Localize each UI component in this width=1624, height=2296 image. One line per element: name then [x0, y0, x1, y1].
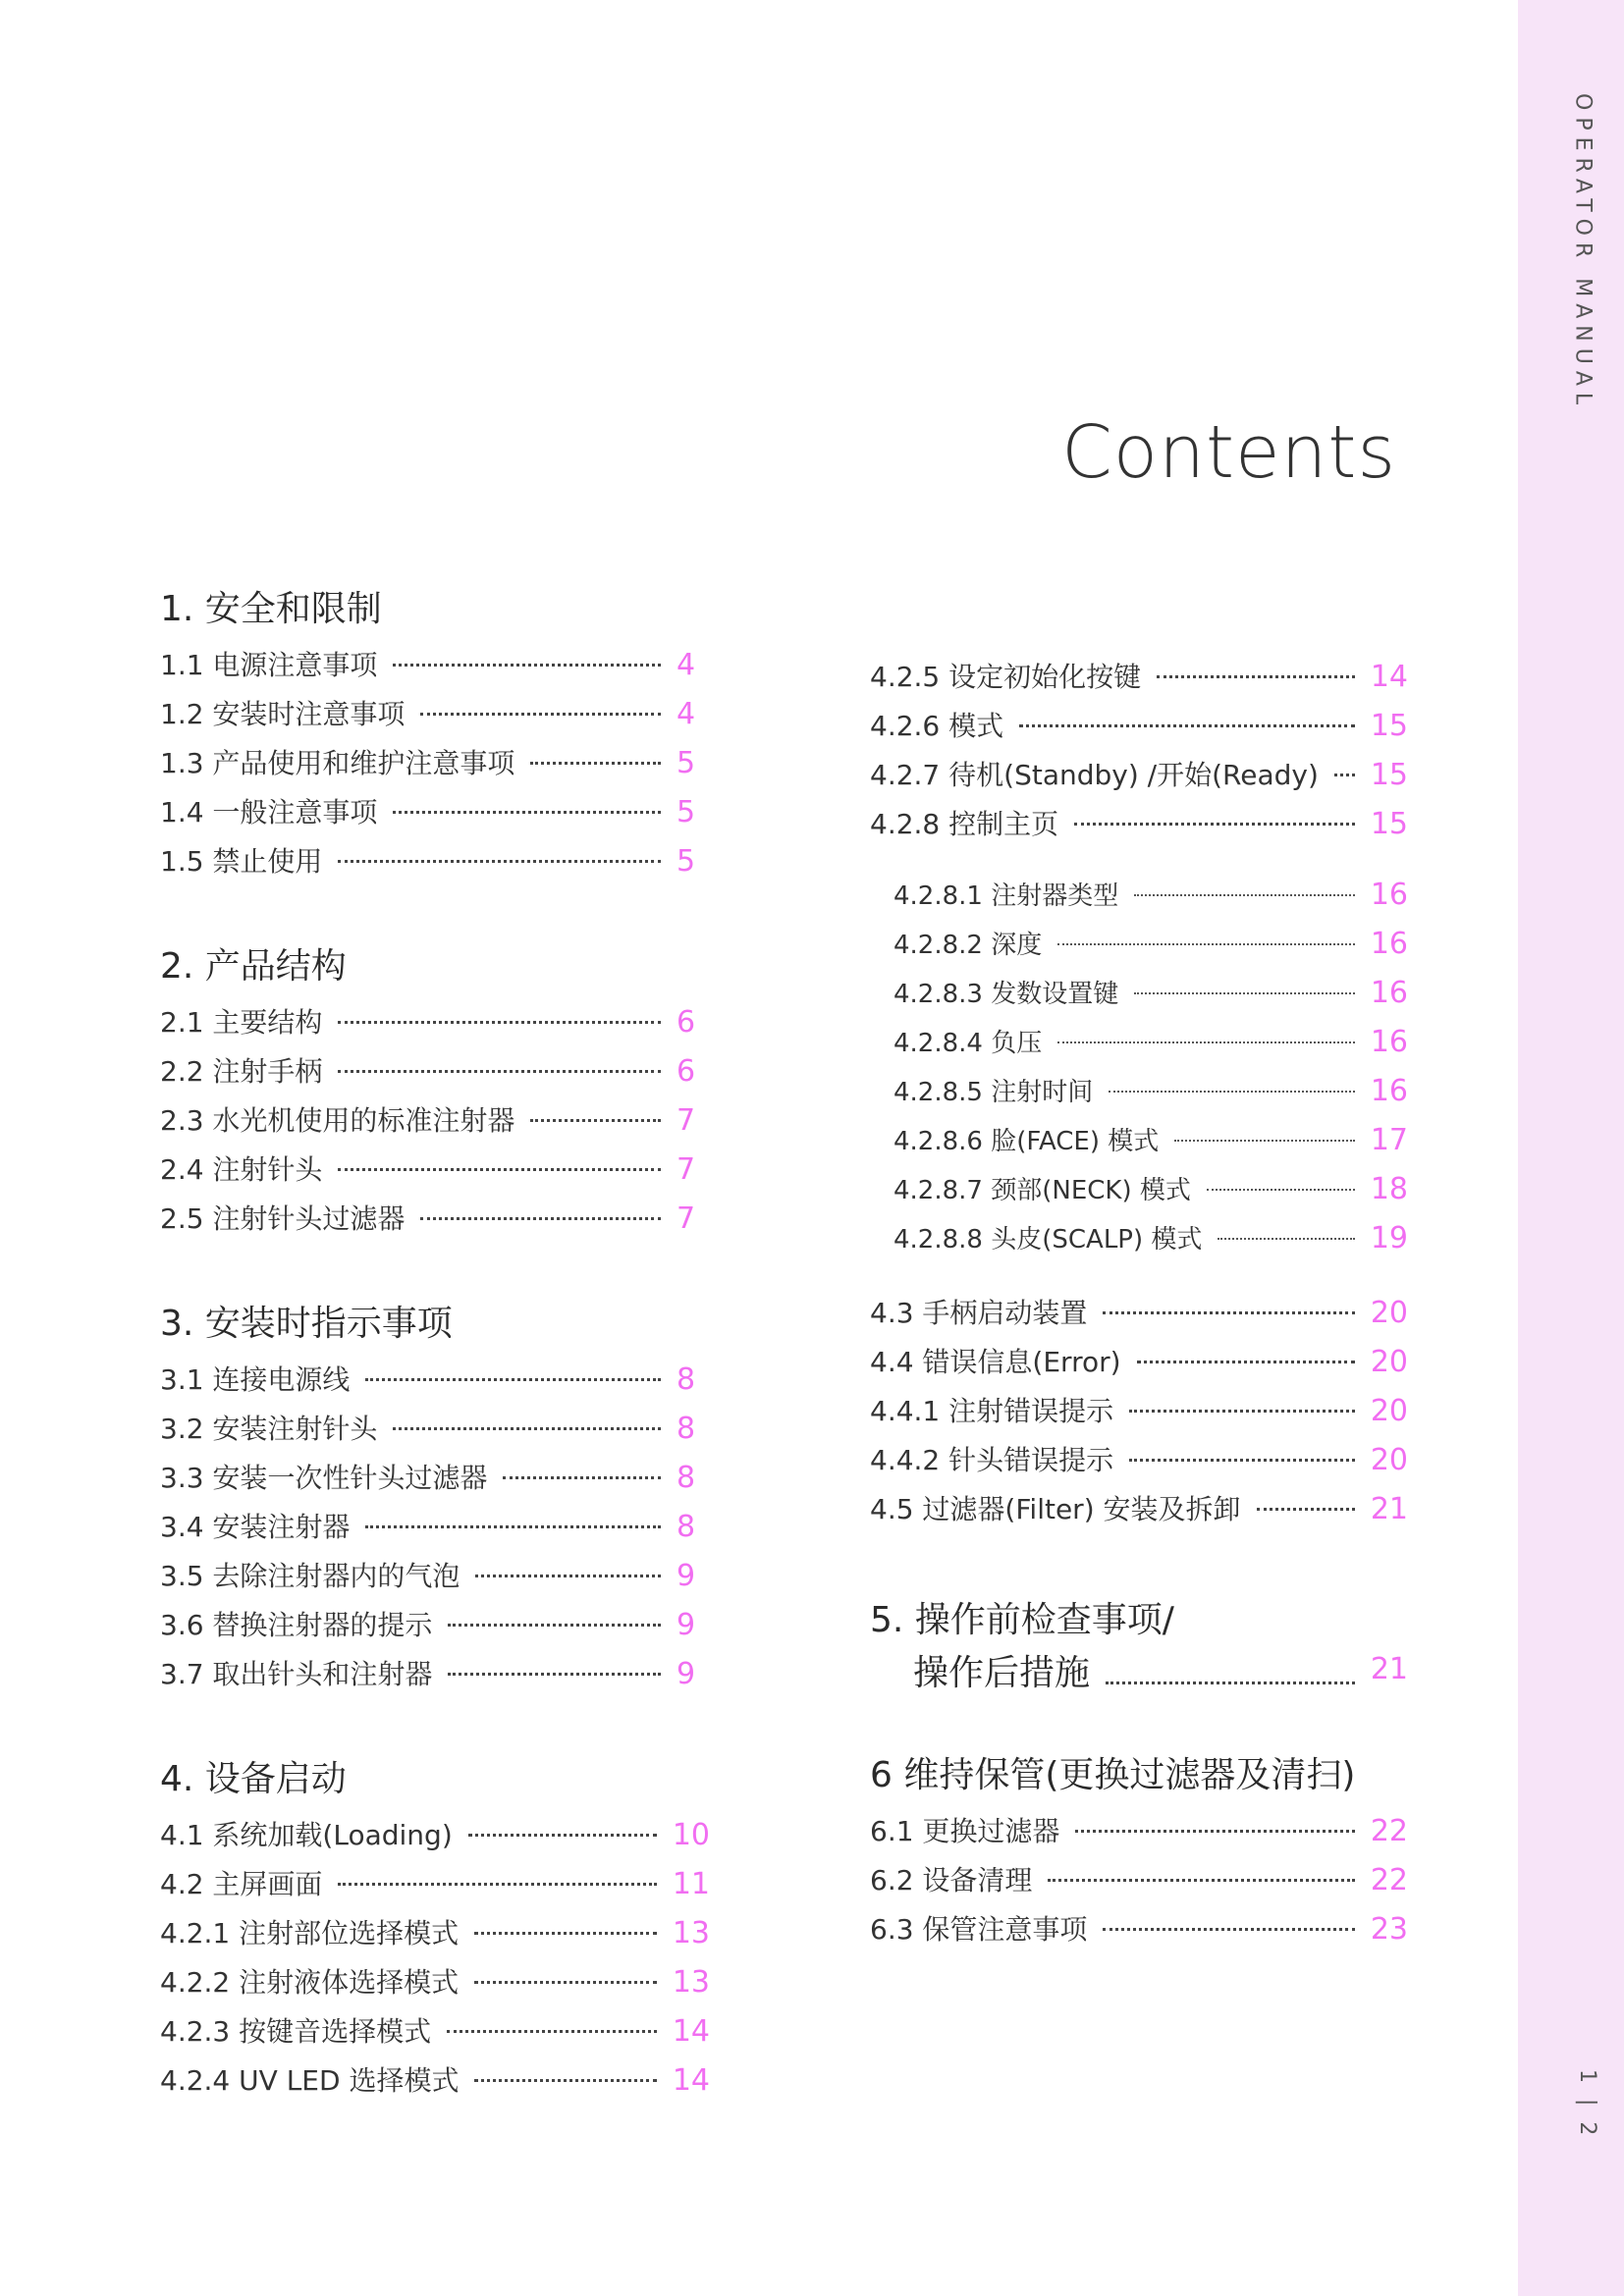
entry-label: 4.2.8.6 脸(FACE) 模式	[893, 1127, 1160, 1156]
entry-label: 3.6 替换注射器的提示	[160, 1609, 433, 1641]
entry-label: 4.5 过滤器(Filter) 安装及拆卸	[870, 1493, 1241, 1525]
entry-label: 4.3 手柄启动装置	[870, 1297, 1088, 1329]
toc-entry[interactable]	[160, 1099, 710, 1148]
entry-page: 16	[1370, 1025, 1408, 1059]
leader-dots	[1137, 1361, 1355, 1363]
leader-dots	[1057, 943, 1355, 945]
toc-entry[interactable]	[160, 1653, 710, 1702]
leader-dots	[1075, 1830, 1354, 1833]
entry-page: 21	[1370, 1652, 1408, 1686]
leader-dots	[1129, 1410, 1355, 1413]
leader-dots	[1174, 1140, 1355, 1142]
page-number	[1575, 2069, 1599, 2135]
leader-dots	[338, 1883, 656, 1886]
entry-label: 4.2.1 注射部位选择模式	[160, 1917, 460, 1949]
toc-entry[interactable]	[870, 705, 1408, 754]
toc-entry[interactable]	[160, 2059, 710, 2109]
toc-entry[interactable]	[870, 1341, 1408, 1390]
leader-dots	[393, 811, 661, 814]
entry-label: 6.2 设备清理	[870, 1864, 1033, 1896]
toc-entry[interactable]	[160, 742, 710, 791]
entry-page: 20	[1370, 1394, 1408, 1428]
entry-label: 1.4 一般注意事项	[160, 796, 378, 828]
leader-dots	[1257, 1508, 1355, 1511]
toc-entry[interactable]	[160, 1148, 710, 1198]
entry-label: 1.2 安装时注意事项	[160, 698, 406, 730]
toc-entry[interactable]	[160, 1555, 710, 1604]
toc-section-4-3-to-4-5	[870, 1292, 1408, 1537]
entry-page: 8	[677, 1362, 696, 1397]
toc-section-4-continued	[870, 656, 1408, 852]
leader-dots	[503, 1476, 661, 1479]
leader-dots	[1207, 1189, 1355, 1191]
leader-dots	[338, 860, 661, 863]
entry-page: 14	[1370, 660, 1408, 694]
entry-label: 4.2.8.2 深度	[893, 931, 1043, 960]
toc-entry[interactable]	[870, 1810, 1408, 1859]
toc-entry[interactable]	[870, 1908, 1408, 1957]
entry-label: 4.2.8.4 负压	[893, 1029, 1043, 1058]
entry-page: 19	[1370, 1221, 1408, 1255]
entry-label: 3.3 安装一次性针头过滤器	[160, 1462, 488, 1494]
leader-dots	[420, 713, 661, 716]
entry-page: 21	[1370, 1492, 1408, 1526]
entry-page: 15	[1370, 709, 1408, 743]
entry-label: 4.2.2 注射液体选择模式	[160, 1966, 460, 1999]
toc-section-2	[160, 944, 710, 1247]
toc-entry[interactable]	[160, 1506, 710, 1555]
entry-page: 7	[677, 1103, 696, 1138]
entry-page: 9	[677, 1608, 696, 1642]
leader-dots	[1134, 894, 1355, 896]
leader-dots	[338, 1021, 661, 1024]
entry-label: 4.2.8 控制主页	[870, 808, 1059, 840]
toc-entry[interactable]	[893, 1023, 1408, 1072]
leader-dots	[1109, 1091, 1355, 1093]
entry-page: 20	[1370, 1296, 1408, 1330]
page-separator: |	[1575, 2099, 1599, 2107]
toc-entry[interactable]	[870, 1390, 1408, 1439]
entry-label: 4.2.8.8 头皮(SCALP) 模式	[893, 1225, 1203, 1255]
entry-page: 5	[677, 795, 696, 829]
toc-subsection-4-2-8	[870, 876, 1408, 1268]
toc-section-3	[160, 1302, 710, 1702]
entry-page: 16	[1370, 1074, 1408, 1108]
manual-title: OPERATOR MANUAL	[1570, 93, 1596, 412]
toc-entry[interactable]	[160, 840, 710, 889]
entry-label: 4.2.4 UV LED 选择模式	[160, 2064, 460, 2097]
leader-dots	[468, 1834, 657, 1837]
entry-page: 7	[677, 1201, 696, 1236]
entry-page: 22	[1370, 1814, 1408, 1848]
section-heading: 1. 安全和限制	[160, 589, 382, 629]
section-heading: 4. 设备启动	[160, 1759, 347, 1799]
toc-entry[interactable]	[893, 1072, 1408, 1121]
entry-label: 1.5 禁止使用	[160, 845, 323, 878]
toc-entry[interactable]	[160, 2010, 710, 2059]
toc-entry[interactable]	[893, 1170, 1408, 1219]
leader-dots	[474, 1932, 657, 1935]
entry-label: 4.2.5 设定初始化按键	[870, 661, 1142, 693]
leader-dots	[1057, 1041, 1355, 1043]
entry-label: 6.3 保管注意事项	[870, 1913, 1088, 1946]
toc-right-column	[870, 656, 1408, 2012]
entry-page: 18	[1370, 1172, 1408, 1206]
entry-page: 8	[677, 1461, 696, 1495]
toc-entry[interactable]	[870, 656, 1408, 705]
leader-dots	[1074, 823, 1355, 826]
leader-dots	[474, 1981, 657, 1984]
leader-dots	[1218, 1238, 1354, 1240]
entry-page: 23	[1370, 1912, 1408, 1947]
leader-dots	[1157, 675, 1355, 678]
page-right: 2	[1575, 2121, 1599, 2136]
entry-page: 16	[1370, 927, 1408, 961]
leader-dots	[1103, 1928, 1354, 1931]
entry-label: 1.3 产品使用和维护注意事项	[160, 747, 515, 779]
leader-dots	[474, 2079, 656, 2082]
leader-dots	[1106, 1682, 1355, 1684]
leader-dots	[447, 2030, 657, 2033]
entry-page: 9	[677, 1559, 696, 1593]
toc-entry[interactable]	[870, 1292, 1408, 1341]
toc-entry[interactable]	[160, 1359, 710, 1408]
toc-entry[interactable]	[160, 791, 710, 840]
toc-entry[interactable]	[893, 974, 1408, 1023]
entry-label: 6.1 更换过滤器	[870, 1815, 1060, 1847]
toc-entry[interactable]	[160, 644, 710, 693]
leader-dots	[530, 1119, 661, 1122]
leader-dots	[1103, 1311, 1354, 1314]
leader-dots	[365, 1378, 661, 1381]
toc-entry[interactable]	[893, 876, 1408, 925]
entry-label: 2.3 水光机使用的标准注射器	[160, 1104, 515, 1137]
leader-dots	[530, 762, 661, 765]
toc-entry[interactable]	[893, 1121, 1408, 1170]
toc-entry[interactable]	[160, 1604, 710, 1653]
leader-dots	[338, 1168, 661, 1171]
entry-page: 11	[672, 1867, 710, 1901]
toc-entry[interactable]	[893, 925, 1408, 974]
entry-page: 16	[1370, 976, 1408, 1010]
entry-label: 3.4 安装注射器	[160, 1511, 351, 1543]
entry-label: 4.4.2 针头错误提示	[870, 1444, 1114, 1476]
entry-label: 4.1 系统加载(Loading)	[160, 1819, 453, 1851]
entry-label: 3.2 安装注射针头	[160, 1413, 378, 1445]
entry-page: 5	[677, 746, 696, 780]
entry-page: 20	[1370, 1345, 1408, 1379]
toc-entry[interactable]	[160, 1814, 710, 1863]
toc-entry[interactable]	[870, 803, 1408, 852]
toc-section-4	[160, 1757, 710, 2109]
entry-page: 4	[677, 648, 696, 682]
leader-dots	[338, 1070, 661, 1073]
section-heading: 3. 安装时指示事项	[160, 1304, 453, 1344]
entry-page: 4	[677, 697, 696, 731]
entry-page: 13	[672, 1916, 710, 1950]
entry-page: 22	[1370, 1863, 1408, 1897]
leader-dots	[448, 1673, 661, 1676]
toc-entry[interactable]	[870, 1859, 1408, 1908]
entry-page: 6	[677, 1005, 696, 1040]
entry-page: 5	[677, 844, 696, 879]
entry-label: 3.1 连接电源线	[160, 1363, 351, 1396]
leader-dots	[365, 1525, 661, 1528]
leader-dots	[420, 1217, 661, 1220]
entry-page: 13	[672, 1965, 710, 2000]
entry-label: 4.2 主屏画面	[160, 1868, 323, 1900]
toc-left-column	[160, 587, 710, 2163]
section-heading: 2. 产品结构	[160, 946, 347, 987]
leader-dots	[393, 1427, 661, 1430]
leader-dots	[1048, 1879, 1354, 1882]
toc-entry[interactable]	[160, 1457, 710, 1506]
entry-label: 4.2.7 待机(Standby) /开始(Ready)	[870, 759, 1319, 791]
entry-page: 17	[1370, 1123, 1408, 1157]
section-heading: 5. 操作前检查事项/	[870, 1600, 1174, 1640]
entry-page: 20	[1370, 1443, 1408, 1477]
toc-entry[interactable]	[160, 1001, 710, 1050]
toc-entry[interactable]	[160, 1912, 710, 1961]
entry-page: 9	[677, 1657, 696, 1691]
leader-dots	[393, 664, 661, 667]
section-heading: 6 维持保管(更换过滤器及清扫)	[870, 1755, 1356, 1795]
toc-entry[interactable]	[160, 1863, 710, 1912]
toc-entry[interactable]	[160, 1961, 710, 2010]
entry-page: 10	[672, 1818, 710, 1852]
entry-page: 14	[672, 2014, 710, 2049]
entry-label: 4.2.8.5 注射时间	[893, 1078, 1094, 1107]
entry-page: 8	[677, 1510, 696, 1544]
toc-entry[interactable]	[893, 1219, 1408, 1268]
toc-entry[interactable]	[160, 1408, 710, 1457]
page-title: Contents	[1061, 410, 1396, 495]
entry-label: 4.2.3 按键音选择模式	[160, 2015, 432, 2048]
entry-label: 4.4 错误信息(Error)	[870, 1346, 1121, 1378]
toc-entry[interactable]	[160, 693, 710, 742]
entry-label: 4.2.8.1 注射器类型	[893, 881, 1119, 911]
entry-page: 15	[1370, 807, 1408, 841]
entry-page: 16	[1370, 878, 1408, 912]
toc-entry[interactable]	[870, 1439, 1408, 1488]
toc-section-1	[160, 587, 710, 889]
entry-label: 2.2 注射手柄	[160, 1055, 323, 1088]
entry-label: 4.2.8.3 发数设置键	[893, 980, 1119, 1009]
entry-label: 3.7 取出针头和注射器	[160, 1658, 433, 1690]
entry-label: 2.1 主要结构	[160, 1006, 323, 1039]
toc-entry[interactable]	[870, 754, 1408, 803]
entry-label: 4.4.1 注射错误提示	[870, 1395, 1114, 1427]
entry-label: 2.5 注射针头过滤器	[160, 1202, 406, 1235]
section-heading-continued: 操作后措施	[913, 1653, 1091, 1693]
toc-entry[interactable]	[160, 1198, 710, 1247]
toc-section-5[interactable]	[870, 1596, 1408, 1698]
leader-dots	[448, 1624, 661, 1627]
entry-page: 8	[677, 1412, 696, 1446]
leader-dots	[475, 1575, 661, 1577]
leader-dots	[1334, 774, 1355, 776]
toc-section-6	[870, 1753, 1408, 1957]
entry-page: 7	[677, 1152, 696, 1187]
toc-entry[interactable]	[160, 1050, 710, 1099]
page-left: 1	[1575, 2069, 1599, 2083]
leader-dots	[1129, 1459, 1355, 1462]
leader-dots	[1019, 724, 1355, 727]
section-heading-line2	[870, 1645, 1408, 1698]
entry-label: 3.5 去除注射器内的气泡	[160, 1560, 460, 1592]
entry-page: 6	[677, 1054, 696, 1089]
entry-label: 4.2.6 模式	[870, 710, 1004, 742]
entry-label: 1.1 电源注意事项	[160, 649, 378, 681]
entry-label: 4.2.8.7 颈部(NECK) 模式	[893, 1176, 1191, 1205]
entry-label: 2.4 注射针头	[160, 1153, 323, 1186]
leader-dots	[1134, 992, 1355, 994]
entry-page: 14	[672, 2063, 710, 2098]
toc-entry[interactable]	[870, 1488, 1408, 1537]
entry-page: 15	[1370, 758, 1408, 792]
